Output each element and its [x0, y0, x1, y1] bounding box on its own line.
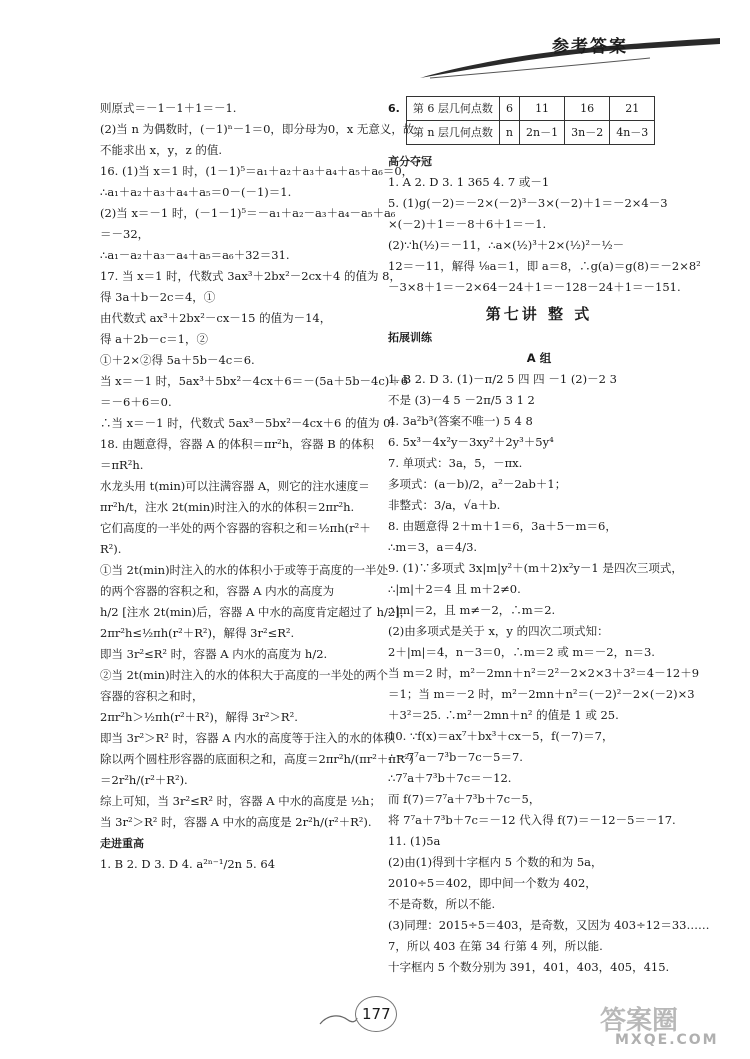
answer-line: ∴m＝3，a＝4/3. — [388, 540, 478, 554]
table-cell: 第 n 层几何点数 — [406, 121, 499, 145]
answer-line: (2)由(1)得到十字框内 5 个数的和为 5a， — [388, 855, 603, 869]
answer-line: 它们高度的一半处的两个容器的容积之和＝½πh(r²＋ — [100, 521, 371, 535]
answer-line: 2010÷5＝402，即中间一个数为 402， — [388, 876, 597, 890]
answer-line: 当 3r²＞R² 时，容器 A 中水的高度是 2r²h/(r²＋R²). — [100, 815, 372, 829]
answer-line: ×(－2)＋1＝－8＋6＋1＝－1. — [388, 217, 547, 231]
answer-line: 由代数式 ax³＋2bx²－cx－15 的值为－14， — [100, 311, 332, 325]
answer-line: (2)∵h(½)＝－11，∴a×(½)³＋2×(½)²－½－ — [388, 238, 625, 252]
answer-line: 1. B 2. D 3. (1)－π/2 5 四 四 －1 (2)－2 3 — [388, 372, 617, 386]
section-gaofen-title: 高分夺冠 — [388, 155, 432, 168]
answer-line: 5. (1)g(－2)＝－2×(－2)³－3×(－2)＋1＝－2×4－3 — [388, 196, 668, 210]
answer-line: 8. 由题意得 2＋m＋1＝6，3a＋5－m＝6， — [388, 519, 617, 533]
answer-line: 不能求出 x，y，z 的值. — [100, 143, 223, 157]
table-cell: 21 — [610, 97, 655, 121]
answer-line: 2＋|m|＝4，n－3＝0，∴m＝2 或 m＝－2，n＝3. — [388, 645, 655, 659]
answer-line: ＝－32， — [100, 227, 150, 241]
answer-line: (2)当 n 为偶数时，(－1)ⁿ－1＝0，即分母为0，x 无意义，故 — [100, 122, 415, 136]
section-tuozhan-title: 拓展训练 — [388, 331, 432, 344]
answer-line: 而 f(7)＝7⁷a＋7³b＋7c－5， — [388, 792, 541, 806]
answer-line: 非整式：3/a，√a＋b. — [388, 498, 501, 512]
table-row — [388, 97, 655, 121]
answer-line: 9. (1)∵多项式 3x|m|y²＋(m＋2)x²y－1 是四次三项式， — [388, 561, 683, 575]
answer-line: (3)同理：2015÷5＝403，是奇数，又因为 403÷12＝33…… — [388, 918, 710, 932]
header-title: 参考答案 — [552, 37, 628, 57]
answer-line: 当 x＝－1 时，5ax³＋5bx²－4cx＋6＝－(5a＋5b－4c)＋6 — [100, 374, 409, 388]
gaofen-answer-lines — [388, 172, 701, 298]
table-cell: 4n－3 — [610, 121, 655, 145]
answer-line: 18. 由题意得，容器 A 的体积＝πr²h，容器 B 的体积 — [100, 437, 374, 451]
answer-line: ∴|m|＝2，且 m≠－2，∴m＝2. — [388, 603, 556, 617]
answer-line: 不是奇数，所以不能. — [388, 897, 496, 911]
point-count-table — [388, 96, 655, 145]
answer-line: －3×8＋1＝－2×64－24＋1＝－128－24＋1＝－151. — [388, 280, 681, 294]
answer-line: 2πr²h＞½πh(r²＋R²)，解得 3r²＞R². — [100, 710, 298, 724]
lecture-title: 第七讲 整 式 — [485, 305, 593, 323]
answer-line: 当 m＝2 时，m²－2mn＋n²＝2²－2×2×3＋3²＝4－12＋9 — [388, 666, 700, 680]
footer-flourish-icon — [318, 1010, 358, 1030]
answer-line: (2)由多项式是关于 x，y 的四次二项式知： — [388, 624, 609, 638]
answer-line: ＝1；当 m＝－2 时，m²－2mn＋n²＝(－2)²－2×(－2)×3 — [388, 687, 695, 701]
zoujin-answers: 1. B 2. D 3. D 4. a²ⁿ⁻¹/2n 5. 64 — [100, 857, 276, 871]
answer-line: 不是 (3)－4 5 －2π/5 3 1 2 — [388, 393, 535, 407]
table-cell: 第 6 层几何点数 — [406, 97, 499, 121]
answer-line: ∴7⁷a＋7³b＋7c＝－12. — [388, 771, 512, 785]
answer-line: 2πr²h≤½πh(r²＋R²)，解得 3r²≤R². — [100, 626, 295, 640]
right-column — [388, 98, 710, 978]
table-cell: 16 — [565, 97, 610, 121]
answer-line: ∴a₁－a₂＋a₃－a₄＋a₅＝a₆＋32＝31. — [100, 248, 290, 262]
answer-line: 则原式＝－1－1＋1＝－1. — [100, 101, 237, 115]
answer-line: 17. 当 x＝1 时，代数式 3ax³＋2bx²－2cx＋4 的值为 8， — [100, 269, 401, 283]
table-cell: 11 — [520, 97, 565, 121]
answer-line: ①当 2t(min)时注入的水的体积小于或等于高度的一半处 — [100, 563, 389, 577]
answer-line: 多项式：(a－b)/2，a²－2ab＋1； — [388, 477, 567, 491]
tuozhan-answer-lines — [388, 369, 710, 978]
answer-line: 4. 3a²b³(答案不唯一) 5 4 8 — [388, 414, 533, 428]
answer-line: ＝－6＋6＝0. — [100, 395, 172, 409]
page-number: 177 — [362, 1005, 391, 1023]
answer-line: ＝2r²h/(r²＋R²). — [100, 773, 188, 787]
answer-line: ∴－7⁷a－7³b－7c－5＝7. — [388, 750, 523, 764]
table-cell: 6 — [499, 97, 519, 121]
answer-line: 的两个容器的容积之和，容器 A 内水的高度为 — [100, 584, 335, 598]
answer-line: 容器的容积之和时， — [100, 689, 204, 703]
table-cell: 3n－2 — [565, 121, 610, 145]
answer-line: ②当 2t(min)时注入的水的体积大于高度的一半处的两个 — [100, 668, 389, 682]
answer-line: 综上可知，当 3r²≤R² 时，容器 A 中水的高度是 ½h； — [100, 794, 381, 808]
watermark-url: MXQE.COM — [615, 1032, 719, 1048]
answer-line: 即当 3r²＞R² 时，容器 A 内水的高度等于注入的水的体积 — [100, 731, 396, 745]
answer-line: 即当 3r²≤R² 时，容器 A 内水的高度为 h/2. — [100, 647, 328, 661]
answer-line: 12＝－11，解得 ⅛a＝1，即 a＝8，∴g(a)＝g(8)＝－2×8² — [388, 259, 701, 273]
answer-line: 16. (1)当 x＝1 时，(1－1)⁵＝a₁＋a₂＋a₃＋a₄＋a₅＋a₆＝0， — [100, 164, 414, 178]
answer-line: ①＋2×②得 5a＋5b－4c＝6. — [100, 353, 255, 367]
answer-line: (2)当 x＝－1 时，(－1－1)⁵＝－a₁＋a₂－a₃＋a₄－a₅＋a₆ — [100, 206, 396, 220]
answer-line: 除以两个圆柱形容器的底面积之和，高度＝2πr²h/(πr²＋πR²) — [100, 752, 414, 766]
answer-line: 将 7⁷a＋7³b＋7c＝－12 代入得 f(7)＝－12－5＝－17. — [388, 813, 676, 827]
answer-line: 10. ∵f(x)＝ax⁷＋bx³＋cx－5，f(－7)＝7， — [388, 729, 614, 743]
answer-line: 6. 5x³－4x²y－3xy²＋2y³＋5y⁴ — [388, 435, 554, 449]
table-cell: n — [499, 121, 519, 145]
answer-line: 7，所以 403 在第 34 行第 4 列，所以能. — [388, 939, 603, 953]
answer-line: πr²h/t，注水 2t(min)时注入的水的体积＝2πr²h. — [100, 500, 355, 514]
answer-line: 1. A 2. D 3. 1 365 4. 7 或－1 — [388, 175, 550, 189]
answer-line: 7. 单项式：3a，5，－πx. — [388, 456, 523, 470]
table-row — [388, 121, 655, 145]
answer-line: ∴a₁＋a₂＋a₃＋a₄＋a₅＝0－(－1)＝1. — [100, 185, 292, 199]
watermark-logo: 答案圈 — [600, 1006, 679, 1036]
answer-line: ∴|m|＋2＝4 且 m＋2≠0. — [388, 582, 521, 596]
answer-line: ∴当 x＝－1 时，代数式 5ax³－5bx²－4cx＋6 的值为 0. — [100, 416, 395, 430]
answer-line: h/2 [注水 2t(min)后，容器 A 中水的高度肯定超过了 h/2]， — [100, 605, 412, 619]
answer-line: 得 3a＋b－2c＝4，① — [100, 290, 216, 304]
question-6-label: 6. — [388, 101, 400, 115]
group-a-title: A 组 — [526, 351, 552, 365]
answer-line: 得 a＋2b－c＝1，② — [100, 332, 208, 346]
answer-line: 11. (1)5a — [388, 834, 441, 848]
answer-line: ＝πR²h. — [100, 458, 144, 472]
table-cell: 2n－1 — [520, 121, 565, 145]
answer-line: 水龙头用 t(min)可以注满容器 A，则它的注水速度＝ — [100, 479, 370, 493]
answer-line: 十字框内 5 个数分别为 391，401，403，405，415. — [388, 960, 670, 974]
section-zoujin-title: 走进重高 — [100, 837, 144, 850]
answer-line: ＋3²＝25. ∴m²－2mn＋n² 的值是 1 或 25. — [388, 708, 619, 722]
answer-line: R²). — [100, 542, 122, 556]
